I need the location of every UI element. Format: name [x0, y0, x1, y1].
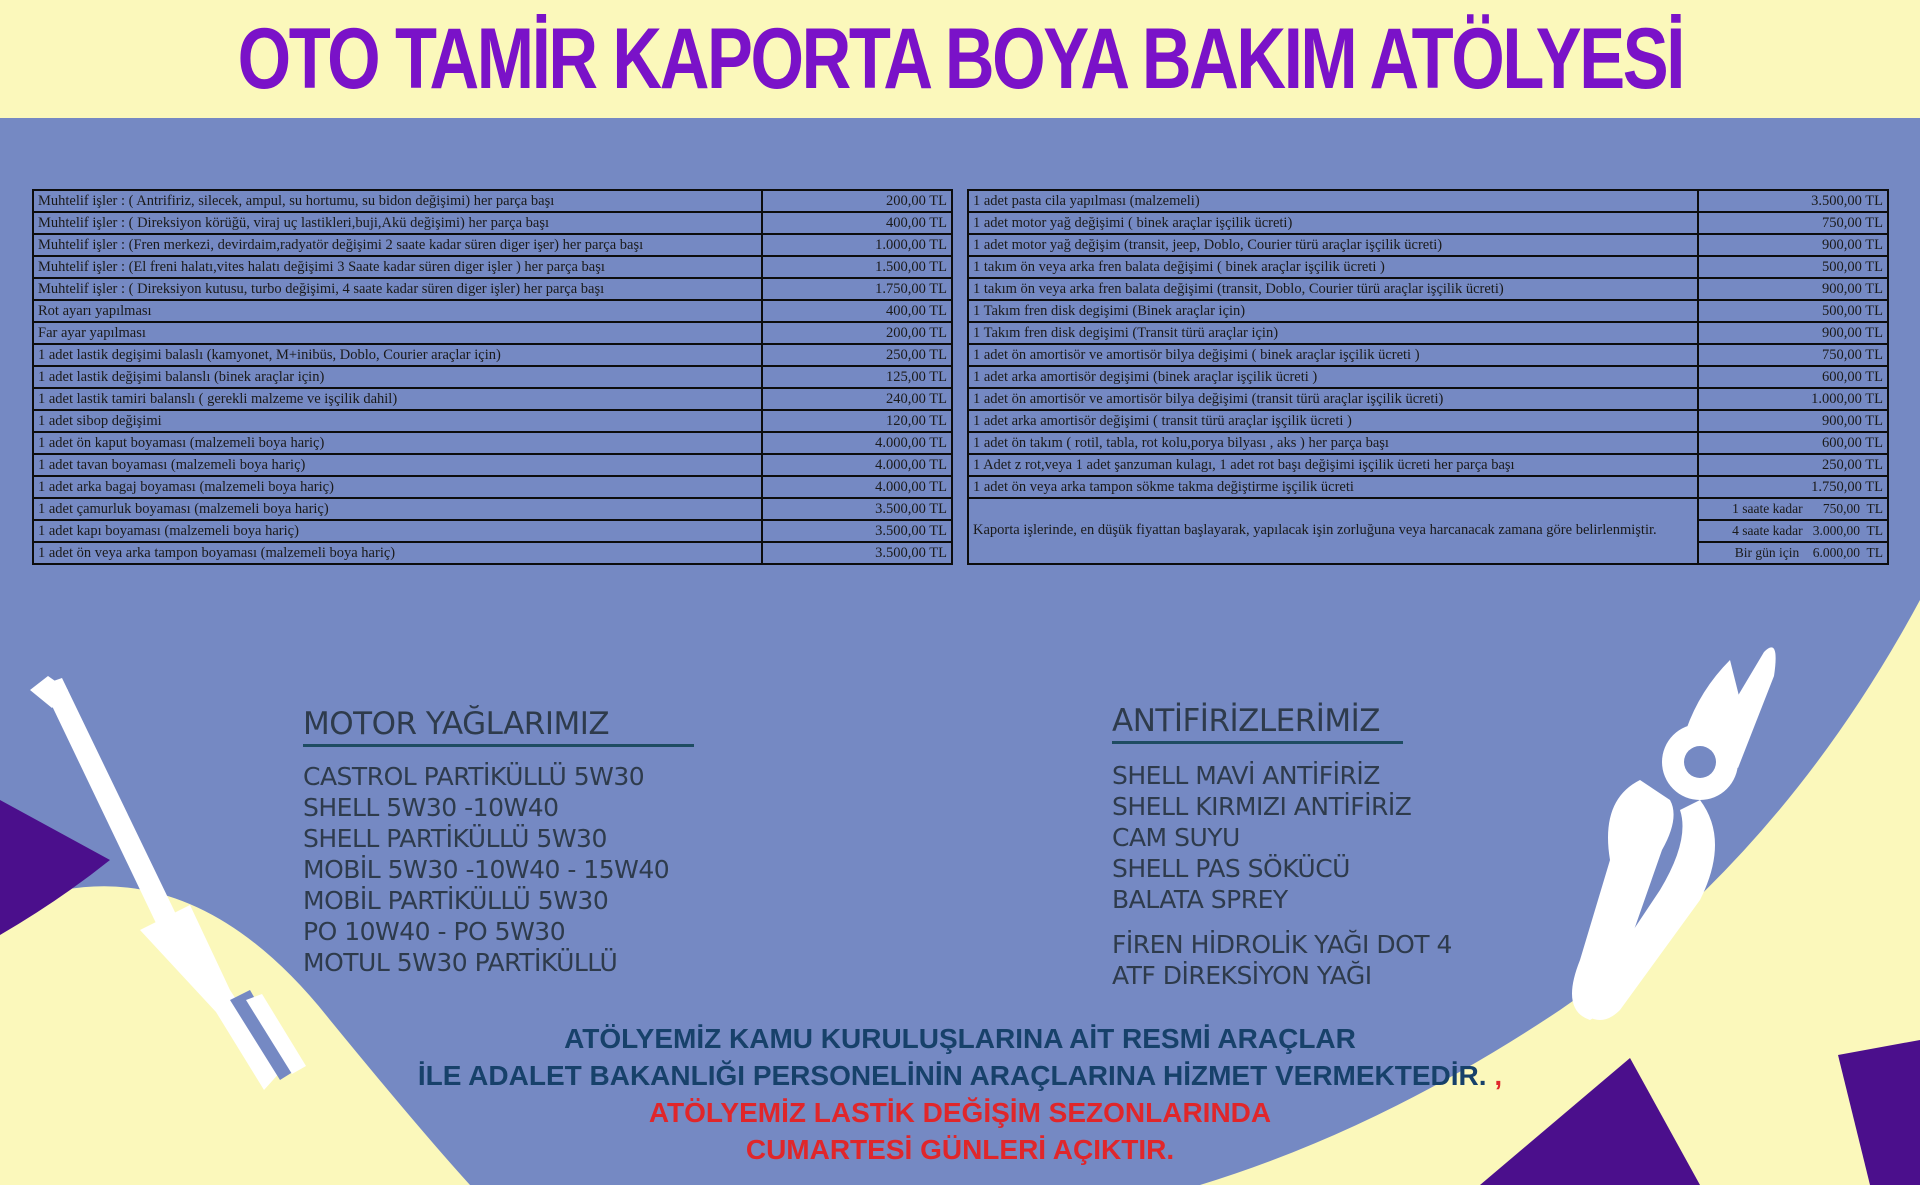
- price-cell: 500,00 TL: [1698, 256, 1888, 278]
- service-cell: Far ayar yapılması: [33, 322, 762, 344]
- service-cell: 1 adet lastik değişimi balanslı (binek araçlar için): [33, 366, 762, 388]
- price-cell: 400,00 TL: [762, 212, 952, 234]
- table-row: [33, 344, 952, 366]
- kaporta-rate-cell: Bir gün için 6.000,00 TL: [1698, 542, 1888, 564]
- price-cell: 240,00 TL: [762, 388, 952, 410]
- price-cell: 900,00 TL: [1698, 234, 1888, 256]
- service-cell: Muhtelif işler : ( Direksiyon körüğü, viraj uç lastikleri,buji,Akü değişimi) her parça başı: [33, 212, 762, 234]
- price-cell: 3.500,00 TL: [762, 542, 952, 564]
- table-row: [968, 278, 1888, 300]
- price-cell: 500,00 TL: [1698, 300, 1888, 322]
- footer-line-1: ATÖLYEMİZ KAMU KURULUŞLARINA AİT RESMİ ARAÇLAR: [564, 1023, 1356, 1054]
- service-cell: 1 adet sibop değişimi: [33, 410, 762, 432]
- table-row: [33, 476, 952, 498]
- table-row: [968, 432, 1888, 454]
- service-cell: 1 takım ön veya arka fren balata değişimi ( binek araçlar işçilik ücreti ): [968, 256, 1698, 278]
- service-cell: 1 adet arka bagaj boyaması (malzemeli boya hariç): [33, 476, 762, 498]
- header-banner: [0, 0, 1920, 118]
- list-item: SHELL PAS SÖKÜCÜ: [1112, 854, 1350, 883]
- service-cell: 1 adet ön kaput boyaması (malzemeli boya hariç): [33, 432, 762, 454]
- table-row: [33, 300, 952, 322]
- service-cell: 1 adet lastik tamiri balanslı ( gerekli malzeme ve işçilik dahil): [33, 388, 762, 410]
- price-cell: 750,00 TL: [1698, 344, 1888, 366]
- list-item: PO 10W40 - PO 5W30: [303, 917, 566, 946]
- price-cell: 1.750,00 TL: [1698, 476, 1888, 498]
- table-row: [33, 322, 952, 344]
- price-cell: 750,00 TL: [1698, 212, 1888, 234]
- price-cell: 900,00 TL: [1698, 278, 1888, 300]
- antifreeze-title: ANTİFİRİZLERİMİZ: [1112, 703, 1403, 744]
- service-cell: 1 adet arka amortisör degişimi (binek araçlar işçilik ücreti ): [968, 366, 1698, 388]
- price-cell: 400,00 TL: [762, 300, 952, 322]
- table-row: [33, 388, 952, 410]
- list-item: CAM SUYU: [1112, 823, 1240, 852]
- service-cell: 1 Takım fren disk degişimi (Binek araçlar için): [968, 300, 1698, 322]
- service-cell: 1 adet ön veya arka tampon boyaması (malzemeli boya hariç): [33, 542, 762, 564]
- table-row: [33, 256, 952, 278]
- price-cell: 4.000,00 TL: [762, 454, 952, 476]
- kaporta-note: Kaporta işlerinde, en düşük fiyattan başlayarak, yapılacak işin zorluğuna veya harcanacak zamana göre belirlenmiştir.: [968, 498, 1698, 564]
- table-row: [33, 234, 952, 256]
- table-row: [33, 212, 952, 234]
- table-row: [968, 388, 1888, 410]
- price-cell: 600,00 TL: [1698, 366, 1888, 388]
- service-cell: Rot ayarı yapılması: [33, 300, 762, 322]
- list-item: ATF DİREKSİYON YAĞI: [1112, 961, 1372, 990]
- list-item: BALATA SPREY: [1112, 885, 1288, 914]
- price-cell: 3.500,00 TL: [762, 520, 952, 542]
- footer-line-3: ATÖLYEMİZ LASTİK DEĞİŞİM SEZONLARINDA: [648, 1097, 1272, 1128]
- table-row: [968, 498, 1888, 520]
- kaporta-rate-cell: 1 saate kadar 750,00 TL: [1698, 498, 1888, 520]
- table-row: [33, 520, 952, 542]
- service-cell: 1 adet ön amortisör ve amortisör bilya değişimi ( binek araçlar işçilik ücreti ): [968, 344, 1698, 366]
- table-row: [968, 322, 1888, 344]
- table-row: [33, 278, 952, 300]
- footer-line-2: [0, 1057, 1920, 1094]
- price-cell: 120,00 TL: [762, 410, 952, 432]
- table-row: [33, 498, 952, 520]
- table-row: [33, 366, 952, 388]
- service-cell: 1 adet çamurluk boyaması (malzemeli boya hariç): [33, 498, 762, 520]
- price-cell: 1.750,00 TL: [762, 278, 952, 300]
- service-cell: 1 adet lastik degişimi balaslı (kamyonet, M+inibüs, Doblo, Courier araçlar için): [33, 344, 762, 366]
- price-cell: 200,00 TL: [762, 322, 952, 344]
- table-row: [968, 366, 1888, 388]
- price-cell: 600,00 TL: [1698, 432, 1888, 454]
- table-row: [968, 212, 1888, 234]
- table-row: [33, 432, 952, 454]
- service-cell: 1 adet pasta cila yapılması (malzemeli): [968, 190, 1698, 212]
- service-cell: Muhtelif işler : (El freni halatı,vites halatı değişimi 3 Saate kadar süren diger işler ) her parça başı: [33, 256, 762, 278]
- price-cell: 3.500,00 TL: [1698, 190, 1888, 212]
- table-row: [968, 344, 1888, 366]
- footer-line-4: CUMARTESİ GÜNLERİ AÇIKTIR.: [745, 1134, 1175, 1165]
- list-item: SHELL 5W30 -10W40: [303, 793, 559, 822]
- service-cell: 1 adet tavan boyaması (malzemeli boya hariç): [33, 454, 762, 476]
- table-row: [968, 476, 1888, 498]
- price-cell: 1.500,00 TL: [762, 256, 952, 278]
- service-cell: 1 adet arka amortisör değişimi ( transit türü araçlar işçilik ücreti ): [968, 410, 1698, 432]
- table-row: [33, 410, 952, 432]
- service-cell: 1 adet ön takım ( rotil, tabla, rot kolu,porya bilyası , aks ) her parça başı: [968, 432, 1698, 454]
- list-item: SHELL MAVİ ANTİFİRİZ: [1112, 761, 1380, 790]
- service-cell: 1 adet kapı boyaması (malzemeli boya hariç): [33, 520, 762, 542]
- footer-line-2-text: İLE ADALET BAKANLIĞI PERSONELİNİN ARAÇLARINA HİZMET VERMEKTEDİR.: [417, 1060, 1487, 1091]
- price-cell: 250,00 TL: [762, 344, 952, 366]
- table-row: [33, 190, 952, 212]
- list-item: MOTUL 5W30 PARTİKÜLLÜ: [303, 948, 618, 977]
- service-cell: 1 adet motor yağ değişimi ( binek araçlar işçilik ücreti): [968, 212, 1698, 234]
- price-cell: 1.000,00 TL: [1698, 388, 1888, 410]
- service-cell: 1 takım ön veya arka fren balata değişimi (transit, Doblo, Courier türü araçlar işçilik ücreti): [968, 278, 1698, 300]
- price-cell: 3.500,00 TL: [762, 498, 952, 520]
- list-item: FİREN HİDROLİK YAĞI DOT 4: [1112, 930, 1452, 959]
- price-cell: 4.000,00 TL: [762, 476, 952, 498]
- list-item: CASTROL PARTİKÜLLÜ 5W30: [303, 762, 645, 791]
- price-cell: 1.000,00 TL: [762, 234, 952, 256]
- table-row: [968, 300, 1888, 322]
- footer-notice: [0, 1020, 1920, 1168]
- service-cell: 1 adet motor yağ değişim (transit, jeep, Doblo, Courier türü araçlar işçilik ücreti): [968, 234, 1698, 256]
- price-cell: 900,00 TL: [1698, 322, 1888, 344]
- table-row: [33, 454, 952, 476]
- price-cell: 4.000,00 TL: [762, 432, 952, 454]
- table-row: [968, 256, 1888, 278]
- table-row: [33, 542, 952, 564]
- service-cell: Muhtelif işler : (Fren merkezi, devirdaim,radyatör değişimi 2 saate kadar süren diger işer) her parça başı: [33, 234, 762, 256]
- price-cell: 200,00 TL: [762, 190, 952, 212]
- service-cell: Muhtelif işler : ( Antrifiriz, silecek, ampul, su hortumu, su bidon değişimi) her parça başı: [33, 190, 762, 212]
- price-cell: 900,00 TL: [1698, 410, 1888, 432]
- table-row: [968, 190, 1888, 212]
- table-row: [968, 410, 1888, 432]
- list-item: SHELL KIRMIZI ANTİFİRİZ: [1112, 792, 1412, 821]
- service-cell: 1 Adet z rot,veya 1 adet şanzuman kulagı, 1 adet rot başı değişimi işçilik ücreti her parça başı: [968, 454, 1698, 476]
- table-row: [968, 454, 1888, 476]
- list-item: MOBİL 5W30 -10W40 - 15W40: [303, 855, 670, 884]
- antifreeze-section: [1112, 703, 1452, 991]
- service-cell: Muhtelif işler : ( Direksiyon kutusu, turbo değişimi, 4 saate kadar süren diger işler) her parça başı: [33, 278, 762, 300]
- service-cell: 1 Takım fren disk degişimi (Transit türü araçlar için): [968, 322, 1698, 344]
- list-item: SHELL PARTİKÜLLÜ 5W30: [303, 824, 607, 853]
- price-cell: 125,00 TL: [762, 366, 952, 388]
- price-cell: 250,00 TL: [1698, 454, 1888, 476]
- list-item: MOBİL PARTİKÜLLÜ 5W30: [303, 886, 609, 915]
- footer-line-2-suffix: ,: [1486, 1060, 1503, 1091]
- left-price-table: [32, 189, 953, 565]
- motor-oils-title: MOTOR YAĞLARIMIZ: [303, 706, 694, 747]
- service-cell: 1 adet ön amortisör ve amortisör bilya değişimi (transit türü araçlar işçilik ücreti): [968, 388, 1698, 410]
- page-title: OTO TAMİR KAPORTA BOYA BAKIM ATÖLYESİ: [237, 11, 1683, 107]
- service-cell: 1 adet ön veya arka tampon sökme takma değiştirme işçilik ücreti: [968, 476, 1698, 498]
- kaporta-rate-cell: 4 saate kadar 3.000,00 TL: [1698, 520, 1888, 542]
- right-price-table: [967, 189, 1889, 565]
- table-row: [968, 234, 1888, 256]
- motor-oils-section: [303, 706, 694, 978]
